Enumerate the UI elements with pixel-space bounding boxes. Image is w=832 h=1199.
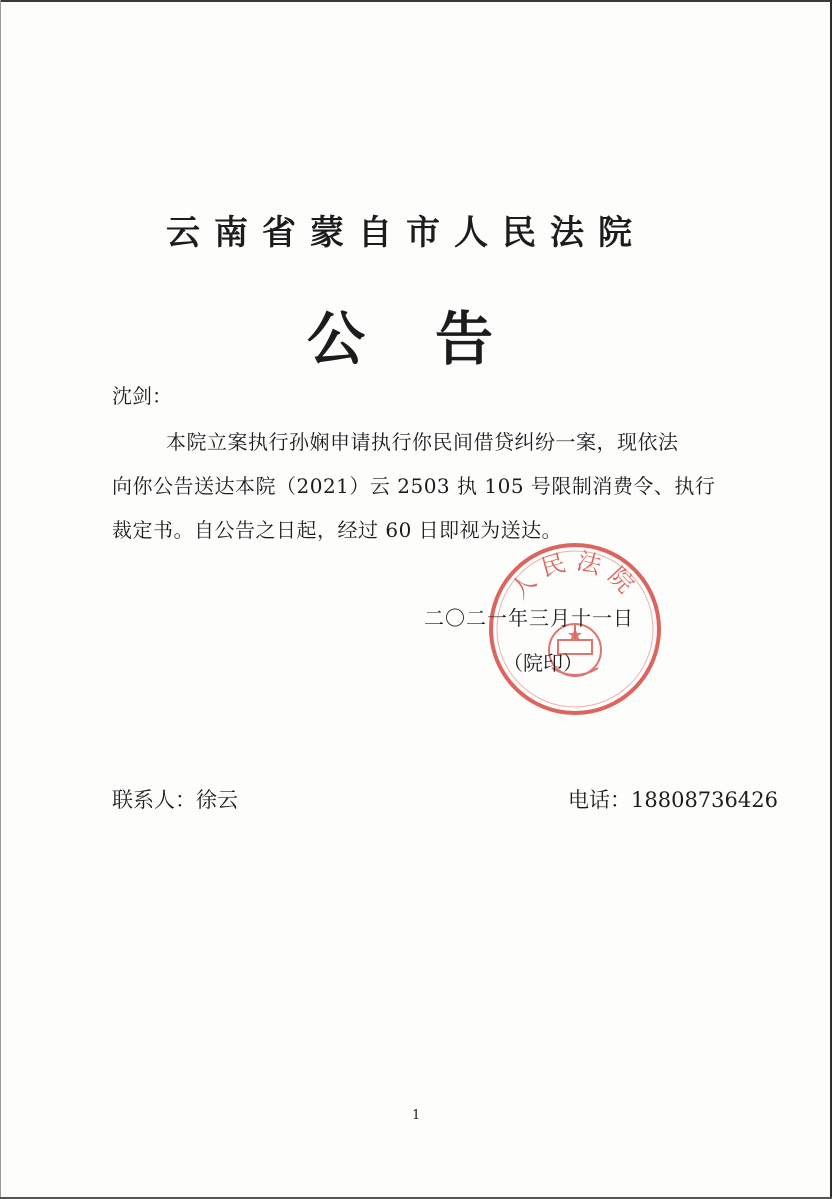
body-line-3: 裁定书。自公告之日起，经过 60 日即视为送达。 [112,518,563,542]
recipient-name: 沈剑： [112,384,172,408]
seal-note: （院印） [503,651,583,675]
court-name: 云南省蒙自市人民法院 [166,213,646,253]
scan-edge-left [0,0,1,1199]
notice-body [112,420,724,552]
scan-edge-top [0,0,832,2]
page-number: 1 [412,1108,421,1123]
seal-arc-text: 人民法院 [505,546,645,605]
body-line-2: 向你公告送达本院（2021）云 2503 执 105 号限制消费令、执行 [112,474,716,498]
issue-date: 二〇二一年三月十一日 [424,606,634,630]
svg-text:人民法院 [505,547,645,605]
contact-person: 联系人：徐云 [112,788,238,812]
body-line-1: 本院立案执行孙娴申请执行你民间借贷纠纷一案，现依法 [166,430,679,454]
document-title: 公告 [306,305,563,373]
contact-phone: 电话：18808736426 [568,788,778,812]
